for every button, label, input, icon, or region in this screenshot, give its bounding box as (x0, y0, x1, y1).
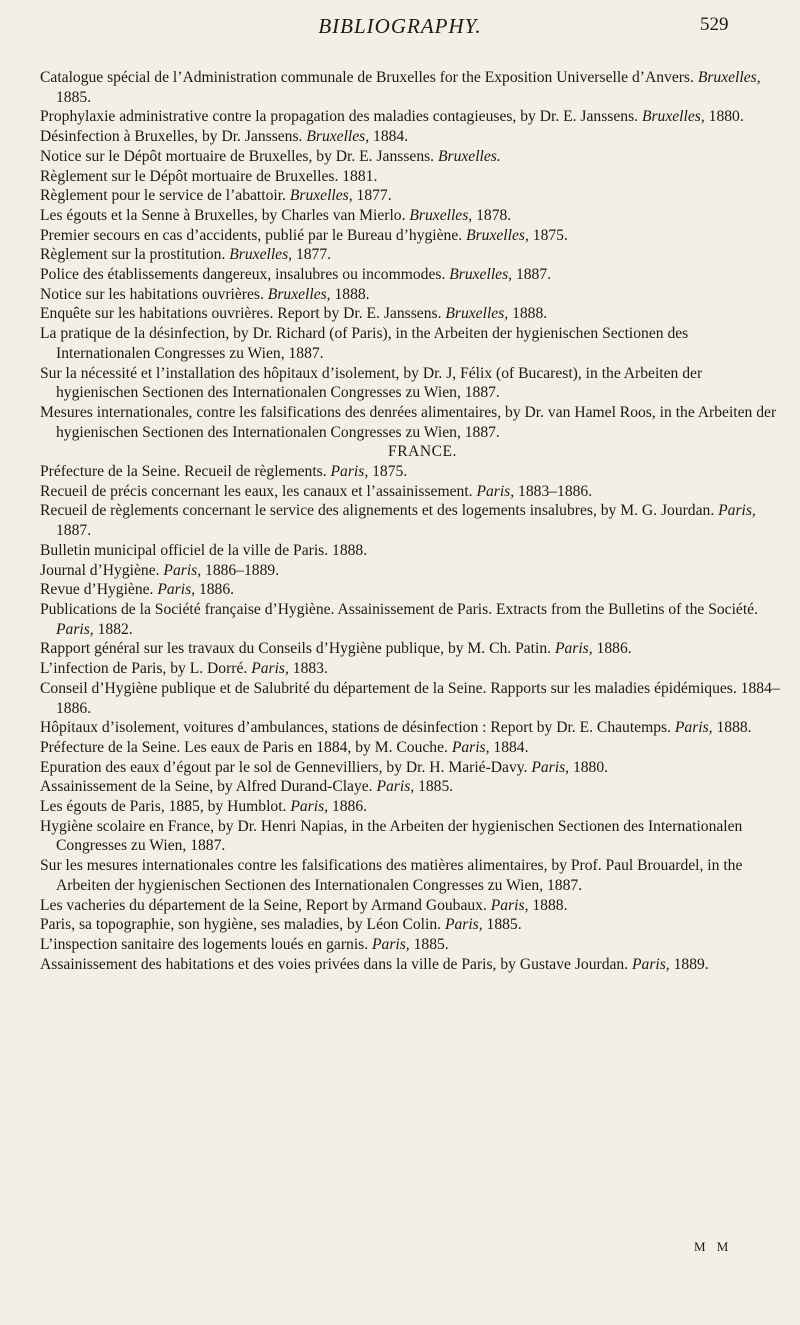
entry-year: 1884. (369, 128, 409, 146)
bibliography-entry (40, 364, 785, 403)
bibliography-entry (40, 561, 785, 581)
bibliography-entry (40, 265, 785, 285)
bibliography-entry (40, 147, 785, 167)
bibliography-entry (40, 580, 785, 600)
bibliography-entry (40, 482, 785, 502)
bibliography-entry (40, 226, 785, 246)
bibliography-entry (40, 659, 785, 679)
entry-year: 1888. (712, 719, 752, 737)
entry-year: 1889. (669, 955, 709, 973)
running-title: BIBLIOGRAPHY. (318, 14, 482, 38)
entry-place: Bruxelles, (267, 285, 331, 303)
bibliography-entry (40, 403, 785, 442)
bibliography-entry (40, 718, 785, 738)
entry-place: Bruxelles, (289, 187, 353, 205)
entry-year: 1875. (368, 463, 408, 481)
bibliography-entry (40, 285, 785, 305)
entry-place: Bruxelles, (449, 266, 513, 284)
entry-year: 1885. (482, 916, 522, 934)
entry-year: 1888. (330, 285, 370, 303)
entry-year: 1885. (56, 88, 92, 106)
bibliography-entry (40, 935, 785, 955)
entry-place: Paris, (290, 798, 329, 816)
entry-year: 1880. (704, 108, 744, 126)
entry-text: Conseil d’Hygiène publique et de Salubrité du département de la Seine. Rapports sur les maladies épidémiques. 1884–1886. (40, 679, 780, 717)
entry-place: Bruxelles, (445, 305, 509, 323)
entry-text: Hygiène scolaire en France, by Dr. Henri Napias, in the Arbeiten der hygienischen Sectionen des Internationalen Congresses zu Wien, 1887. (40, 817, 743, 855)
entry-place: Paris, (372, 935, 410, 953)
bibliography-entry (40, 107, 785, 127)
entry-place: Paris, (531, 758, 570, 776)
entry-text: Premier secours en cas d’accidents, publié par le Bureau d’hygiène. (40, 226, 467, 244)
entry-text: Règlement sur la prostitution. (40, 246, 230, 264)
bibliography-entry (40, 206, 785, 226)
entry-place: Bruxelles, (466, 226, 529, 244)
bibliography-entry (40, 679, 785, 718)
entry-year: 1888. (508, 305, 548, 323)
entry-place: Bruxelles, (697, 69, 761, 86)
entry-text: Rapport général sur les travaux du Conseils d’Hygiène publique, by M. Ch. Patin. (40, 640, 555, 658)
entry-place: Paris, (476, 482, 515, 500)
entry-place: Bruxelles. (437, 147, 501, 165)
entry-text: Notice sur les habitations ouvrières. (40, 285, 268, 303)
entry-text: Epuration des eaux d’égout par le sol de Gennevilliers, by Dr. H. Marié-Davy. (40, 758, 532, 776)
entry-year: 1884. (489, 738, 529, 756)
bibliography-entry (40, 738, 785, 758)
entry-place: Paris, (632, 955, 670, 973)
entry-text: La pratique de la désinfection, by Dr. Richard (of Paris), in the Arbeiten der hygienischen Sectionen des Internationalen Congresses zu Wien, 1887. (40, 325, 689, 362)
bibliography-entry (40, 186, 785, 206)
bibliography-entry (40, 501, 785, 540)
entry-place: Paris, (56, 620, 94, 638)
entry-year: 1887. (512, 266, 552, 284)
entry-place: Paris, (163, 561, 202, 579)
entry-text: Mesures internationales, contre les falsifications des denrées alimentaires, by Dr. van Hamel Roos, in the Arbeiten der hygienischen Sectionen des Internationalen Congresses zu Wien, 1887. (40, 403, 777, 441)
bibliography-entry (40, 462, 785, 482)
entry-place: Paris, (330, 463, 369, 481)
entry-place: Bruxelles, (229, 246, 293, 264)
entry-text: Journal d’Hygiène. (40, 561, 164, 579)
bibliography-entry (40, 68, 785, 107)
entry-place: Paris, (376, 778, 415, 796)
entry-place: Paris, (490, 896, 529, 914)
entry-text: Prophylaxie administrative contre la propagation des maladies contagieuses, by Dr. E. Janssens. (40, 108, 642, 126)
entry-text: L’inspection sanitaire des logements loués en garnis. (40, 935, 373, 953)
entry-place: Bruxelles, (409, 206, 473, 224)
entry-year: 1885. (414, 778, 454, 796)
entry-place: Paris, (157, 581, 196, 599)
entry-year: 1886. (592, 640, 632, 658)
entry-text: Sur la nécessité et l’installation des hôpitaux d’isolement, by Dr. J, Félix (of Bucarest), in the Arbeiten der hygienischen Sectionen des Internationalen Congresses zu Wien, 1887. (40, 364, 703, 402)
entry-text: Règlement pour le service de l’abattoir. (40, 187, 290, 205)
entry-year: 1877. (352, 187, 392, 205)
entry-year: 1878. (472, 206, 512, 224)
entry-text: Enquête sur les habitations ouvrières. Report by Dr. E. Janssens. (40, 305, 446, 323)
entry-text: Publications de la Société française d’Hygiène. Assainissement de Paris. Extracts from the Bulletins of the Société. (40, 600, 758, 618)
entry-text: Les égouts et la Senne à Bruxelles, by Charles van Mierlo. (40, 206, 410, 224)
entry-text: Revue d’Hygiène. (40, 581, 158, 599)
signature-mark: M M (694, 1239, 733, 1254)
entry-text: Préfecture de la Seine. Les eaux de Paris en 1884, by M. Couche. (40, 738, 452, 756)
bibliography-entry (40, 758, 785, 778)
entry-text: Assainissement de la Seine, by Alfred Durand-Claye. (40, 778, 377, 796)
bibliography-entry (40, 817, 785, 856)
entry-year: 1888. (528, 896, 568, 914)
bibliography-entry (40, 600, 785, 639)
entry-year: 1877. (292, 246, 332, 264)
entry-year: 1883. (288, 660, 328, 678)
entry-text: Recueil de précis concernant les eaux, les canaux et l’assainissement. (40, 482, 477, 500)
bibliography-entry (40, 324, 785, 363)
bibliography-entry (40, 245, 785, 265)
entry-place: Paris, (554, 640, 593, 658)
bibliography-entry (40, 127, 785, 147)
entry-text: Hôpitaux d’isolement, voitures d’ambulances, stations de désinfection : Report by Dr. E. Chautemps. (40, 719, 675, 737)
bibliography-entry (40, 896, 785, 916)
entry-place: Paris, (444, 916, 483, 934)
running-head (0, 14, 800, 44)
entry-year: 1883–1886. (514, 482, 593, 500)
bibliography-entry (40, 955, 785, 975)
bibliography-entry (40, 777, 785, 797)
entry-text: Catalogue spécial de l’Administration communale de Bruxelles for the Exposition Universelle d’Anvers. (40, 69, 698, 86)
bibliography-entry (40, 541, 785, 561)
bibliography-entry (40, 167, 785, 187)
entry-year: 1875. (528, 226, 568, 244)
entry-year: 1880. (569, 758, 609, 776)
entry-place: Bruxelles, (641, 108, 705, 126)
entry-text: Assainissement des habitations et des voies privées dans la ville de Paris, by Gustave Jourdan. (40, 955, 633, 973)
section-heading-france: FRANCE. (388, 443, 457, 461)
bibliography-entry (40, 797, 785, 817)
entry-text: Sur les mesures internationales contre les falsifications des matières alimentaires, by Prof. Paul Brouardel, in the Arbeiten der hygienischen Sectionen des Internationalen Congresses zu Wien, 1887. (40, 857, 743, 894)
entry-place: Paris, (451, 738, 490, 756)
entry-text: Bulletin municipal officiel de la ville de Paris. 1888. (40, 541, 368, 559)
entry-text: Notice sur le Dépôt mortuaire de Bruxelles, by Dr. E. Janssens. (40, 147, 438, 165)
entry-year: 1887. (56, 522, 92, 540)
bibliography-list (40, 68, 785, 974)
entry-text: L’infection de Paris, by L. Dorré. (40, 660, 252, 678)
bibliography-entry (40, 304, 785, 324)
entry-text: Règlement sur le Dépôt mortuaire de Bruxelles. 1881. (40, 167, 378, 185)
entry-text: Recueil de règlements concernant le service des alignements et des logements insalubres, by M. G. Jourdan. (40, 502, 719, 520)
entry-place: Paris, (251, 660, 289, 678)
bibliography-entry (40, 915, 785, 935)
entry-year: 1886–1889. (201, 561, 280, 579)
entry-text: Police des établissements dangereux, insalubres ou incommodes. (40, 266, 450, 284)
entry-text: Préfecture de la Seine. Recueil de règlements. (40, 463, 331, 481)
entry-text: Désinfection à Bruxelles, by Dr. Janssens. (40, 128, 307, 146)
entry-place: Bruxelles, (306, 128, 370, 146)
belgium-entries (40, 68, 785, 442)
entry-text: Les égouts de Paris, 1885, by Humblot. (40, 798, 291, 816)
entry-text: Paris, sa topographie, son hygiène, ses maladies, by Léon Colin. (40, 916, 445, 934)
entry-year: 1886. (328, 798, 368, 816)
entry-year: 1882. (93, 620, 133, 638)
bibliography-entry (40, 856, 785, 895)
entry-place: Paris, (674, 719, 713, 737)
entry-text: Les vacheries du département de la Seine, Report by Armand Goubaux. (40, 896, 491, 914)
bibliography-entry (40, 639, 785, 659)
entry-year: 1885. (409, 935, 449, 953)
entry-place: Paris, (718, 502, 756, 520)
page-number: 529 (700, 14, 729, 35)
entry-year: 1886. (195, 581, 235, 599)
france-entries (40, 462, 785, 974)
